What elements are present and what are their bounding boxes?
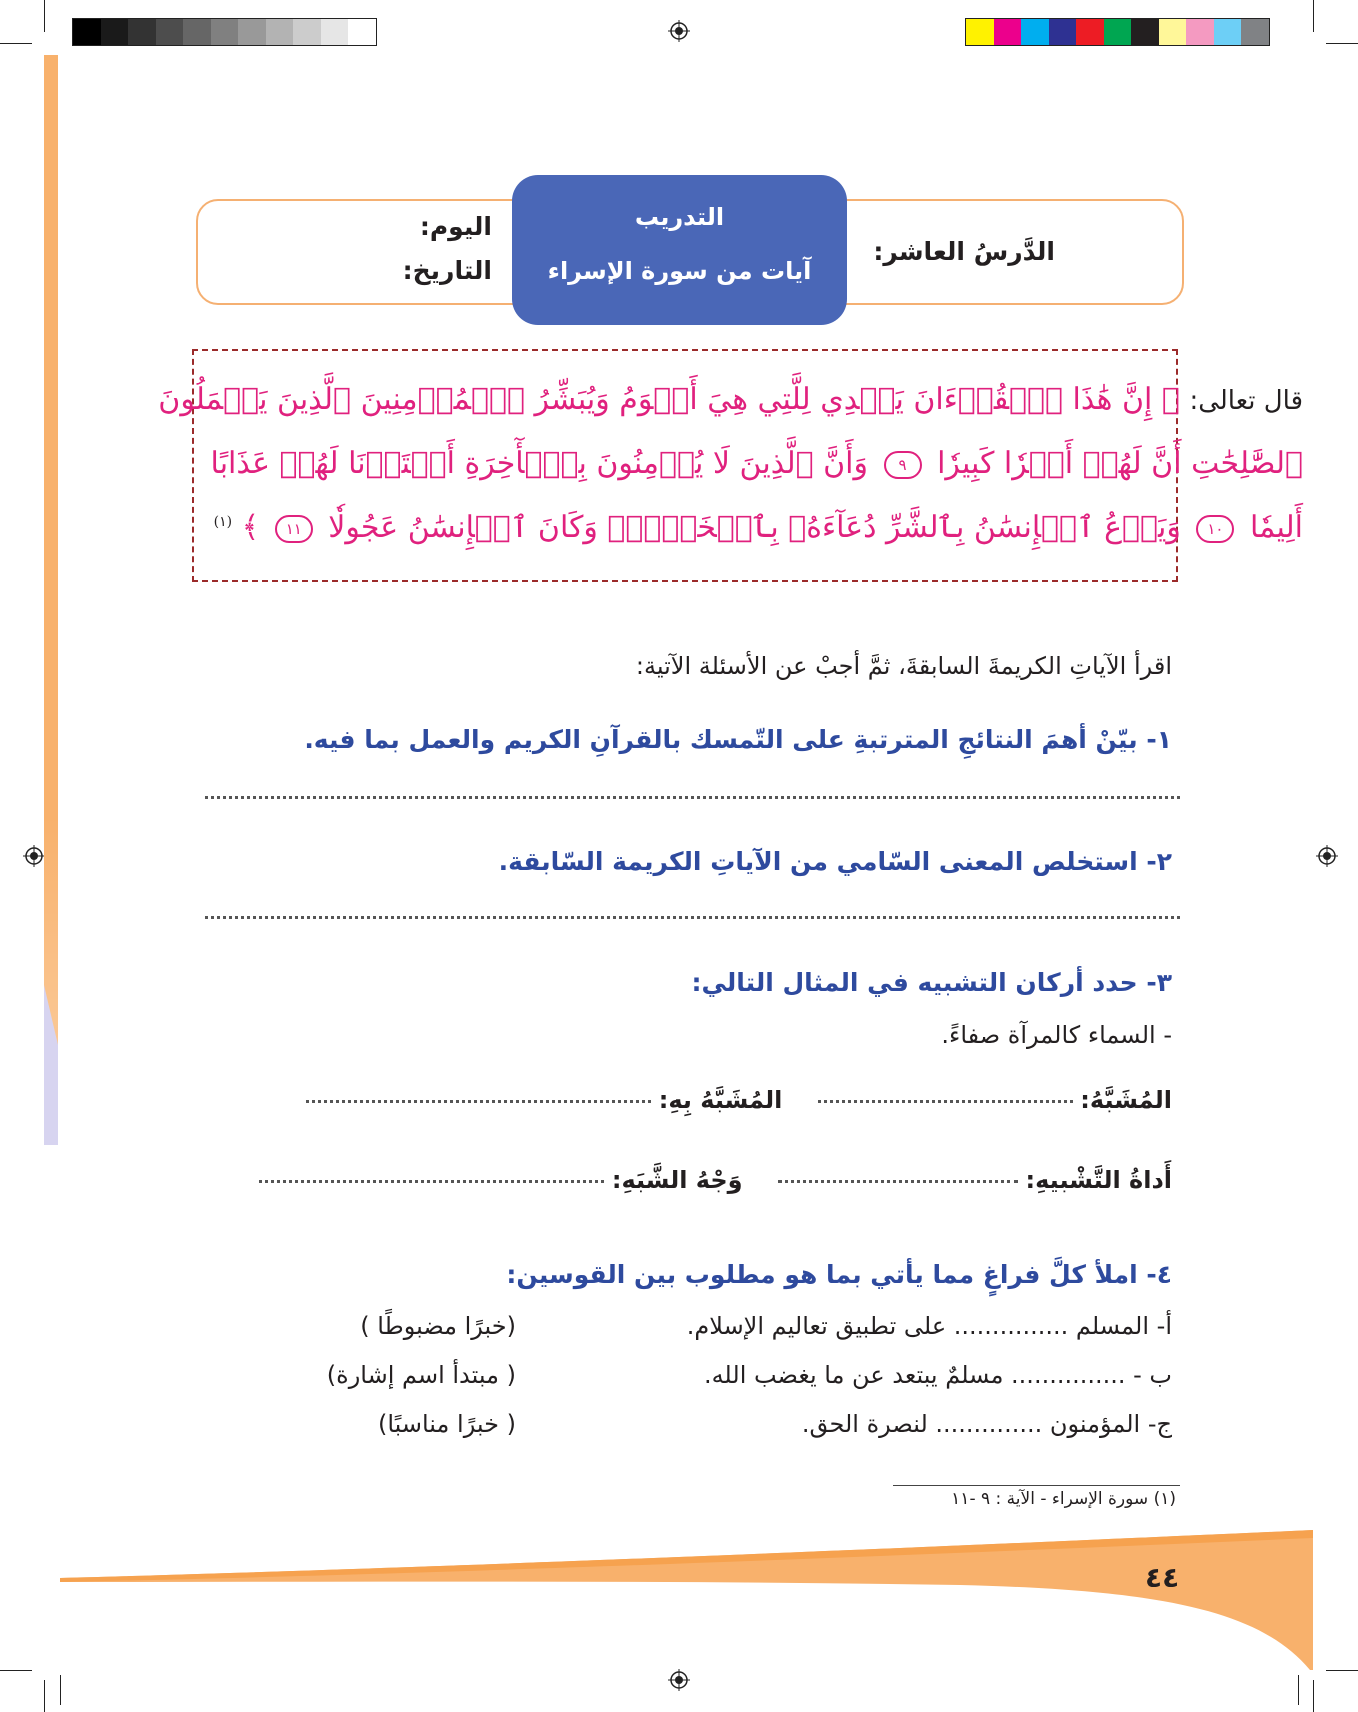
gray-swatch [348,19,376,45]
instruction-text: اقرأ الآياتِ الكريمةَ السابقةَ، ثمَّ أجبْ عن الأسئلة الآتية: [635,652,1172,680]
footnote-reference: (١) [213,514,233,530]
crop-mark [1298,1675,1299,1705]
crosshair-icon [668,1669,690,1691]
verse-line-3 [214,510,1303,545]
verse-text-2b: وَأَنَّ ٱلَّذِينَ لَا يُؤۡمِنُونَ بِٱلۡأٓخِرَةِ أَعۡتَدۡنَا لَهُمۡ عَذَابًا [210,446,868,481]
verse-line-2 [211,446,1303,481]
grayscale-calibration-bar [72,18,377,46]
lesson-label: الدَّرسُ العاشر: [873,237,1055,266]
ayah-number-marker: ٩ [884,451,922,479]
crop-mark [44,1680,45,1712]
question-3: ٣- حدد أركان التشبيه في المثال التالي: [691,968,1172,997]
footnote: (١) سورة الإسراء - الآية : ٩ -١١ [951,1489,1176,1509]
verse-text-3a: أَلِيمٗا [1249,510,1303,545]
mushabbah-label: المُشَبَّهُ: [1080,1086,1172,1114]
left-decorative-strip [44,55,58,1145]
footer-swoosh [60,1530,1313,1670]
crop-mark [1313,1680,1314,1712]
left-lavender-accent [44,985,58,1145]
mushabbah-bih-answer[interactable] [306,1100,651,1103]
question-2: ٢- استخلص المعنى السّامي من الآياتِ الكريمة السّابقة. [498,847,1172,876]
color-calibration-bar [965,18,1270,46]
answer-line-1[interactable] [205,796,1180,799]
crosshair-icon [1316,845,1338,867]
question-1: ١- بيّنْ أهمَ النتائجِ المترتبةِ على التّمسك بالقرآنِ الكريم والعمل بما فيه. [304,725,1172,754]
verse-close: ﴾ [241,510,260,545]
gray-swatch [183,19,211,45]
verse-text-1: ﴿ إِنَّ هَٰذَا ٱلۡقُرۡءَانَ يَهۡدِي لِلَّتِي هِيَ أَقۡوَمُ وَيُبَشِّرُ ٱلۡمُؤۡمِنِينَ ٱلَّذِينَ يَعۡمَلُونَ [158,382,1180,417]
question-4: ٤- املأ كلَّ فراغٍ مما يأتي بما هو مطلوب بين القوسين: [506,1260,1172,1289]
color-swatch [1214,19,1242,45]
simile-row-2 [259,1166,1172,1194]
wajh-shabah-label: وَجْهُ الشَّبَهِ: [611,1166,743,1194]
ayah-number-marker: ١٠ [1196,515,1234,543]
crop-mark [0,1670,32,1671]
color-swatch [1021,19,1049,45]
gray-swatch [266,19,294,45]
gray-swatch [321,19,349,45]
mushabbah-answer[interactable] [818,1100,1073,1103]
crop-mark [1326,1670,1358,1671]
page-number: ٤٤ [1145,1561,1180,1594]
fill-blank-item[interactable]: ج- المؤمنون .............. لنصرة الحق. [801,1410,1172,1438]
verse-text-2a: ٱلصَّٰلِحَٰتِ أَنَّ لَهُمۡ أَجۡرٗا كَبِيرٗا [937,446,1303,481]
verse-lead: قال تعالى: [1189,386,1303,416]
simile-example: - السماء كالمرآة صفاءً. [941,1021,1172,1049]
simile-row-1 [306,1086,1172,1114]
lesson-title: التدريب [634,203,725,231]
gray-swatch [293,19,321,45]
color-swatch [1241,19,1269,45]
day-label: اليوم: [419,212,492,241]
gray-swatch [238,19,266,45]
fill-blank-item[interactable]: ب - ............... مسلمٌ يبتعد عن ما يغضب الله. [703,1361,1172,1389]
adat-tashbih-answer[interactable] [778,1180,1018,1183]
lesson-title-tab [512,175,847,325]
fill-blank-hint: ( مبتدأ اسم إشارة) [326,1361,516,1389]
gray-swatch [101,19,129,45]
gray-swatch [156,19,184,45]
ayah-number-marker: ١١ [275,515,313,543]
color-swatch [994,19,1022,45]
color-swatch [1186,19,1214,45]
fill-blank-hint: (خبرًا مضبوطًا ) [360,1312,516,1340]
mushabbah-bih-label: المُشَبَّهُ بِهِ: [658,1086,783,1114]
lesson-subtitle: آيات من سورة الإسراء [547,257,812,285]
gray-swatch [128,19,156,45]
crosshair-icon [668,20,690,42]
crop-mark [60,1675,61,1705]
verse-line-1 [158,382,1303,417]
color-swatch [1104,19,1132,45]
date-label: التاريخ: [402,256,492,285]
crop-mark [0,43,32,44]
answer-line-2[interactable] [205,916,1180,919]
crop-mark [1313,0,1314,32]
color-swatch [966,19,994,45]
color-swatch [1159,19,1187,45]
wajh-shabah-answer[interactable] [259,1180,604,1183]
color-swatch [1076,19,1104,45]
fill-blank-hint: ( خبرًا مناسبًا) [377,1410,516,1438]
footnote-divider [893,1485,1180,1486]
fill-blank-item[interactable]: أ- المسلم ............... على تطبيق تعاليم الإسلام. [686,1312,1172,1340]
adat-tashbih-label: أَداةُ التَّشْبيهِ: [1025,1166,1172,1194]
verse-text-3b: وَيَدۡعُ ٱلۡإِنسَٰنُ بِٱلشَّرِّ دُعَآءَهُۥ بِٱلۡخَيۡرِۖ وَكَانَ ٱلۡإِنسَٰنُ عَجُولٗا [328,510,1181,545]
color-swatch [1049,19,1077,45]
crop-mark [44,0,45,32]
crosshair-icon [23,845,45,867]
gray-swatch [211,19,239,45]
color-swatch [1131,19,1159,45]
gray-swatch [73,19,101,45]
crop-mark [1326,43,1358,44]
